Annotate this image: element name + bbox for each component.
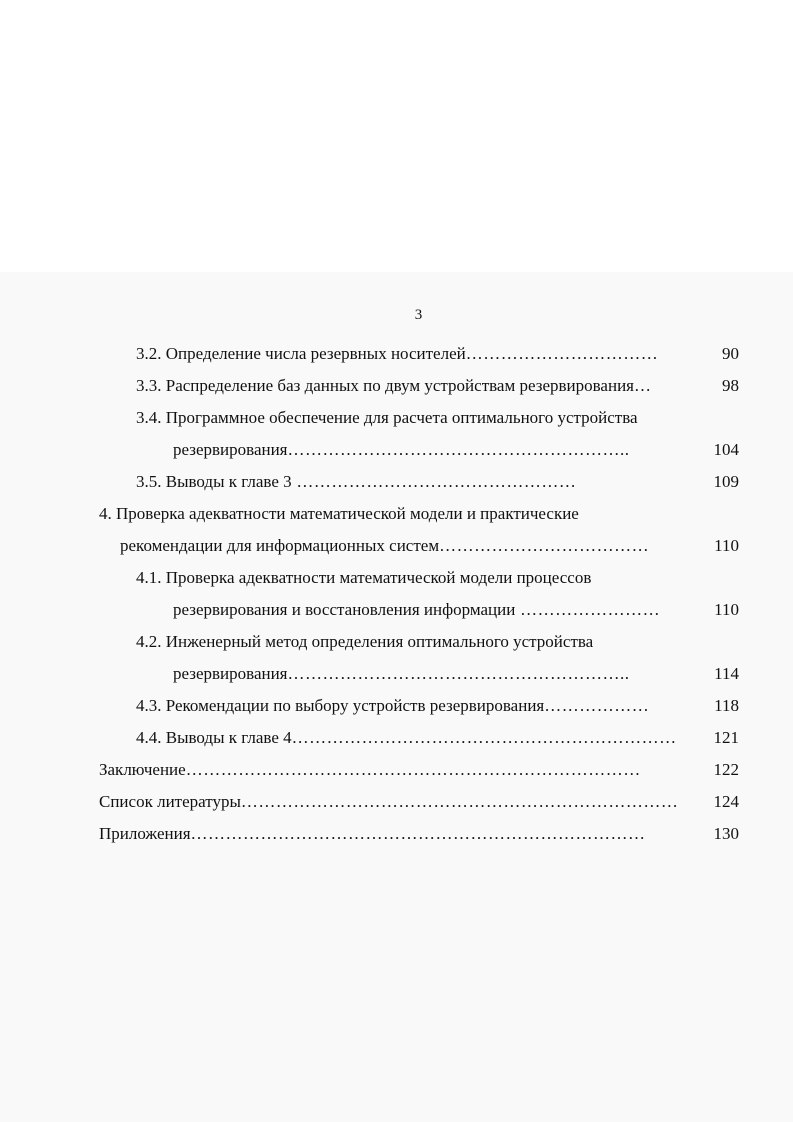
- toc-entry-title: 3.3. Распределение баз данных по двум устройствам резервирования: [136, 376, 634, 395]
- toc-entry-title: 4.3. Рекомендации по выбору устройств резервирования: [136, 696, 545, 715]
- toc-leader-dots: ……………………: [515, 600, 661, 619]
- toc-entry-page: 110: [714, 536, 739, 555]
- toc-entry-3-3[interactable]: [136, 374, 704, 398]
- toc-entry-appendices[interactable]: [99, 822, 704, 846]
- toc-entry-4-2[interactable]: [136, 630, 704, 654]
- toc-entry-title: 4.1. Проверка адекватности математической модели процессов: [136, 568, 592, 587]
- toc-entry-page: 118: [714, 696, 739, 715]
- toc-entry-title: рекомендации для информационных систем: [120, 536, 440, 555]
- toc-leader-dots: …………………………………………………………: [291, 728, 677, 747]
- toc-leader-dots: …………………………………………………………………: [240, 792, 679, 811]
- toc-entry-title: резервирования: [173, 440, 288, 459]
- toc-entry-page: 130: [713, 824, 739, 843]
- toc-entry-page: 104: [713, 440, 739, 459]
- toc-leader-dots: ……………………………………………………………………: [185, 760, 641, 779]
- toc-entry-page: 109: [713, 472, 739, 491]
- toc-leader-dots: ……………………………………………………………………: [190, 824, 646, 843]
- toc-entry-references[interactable]: [99, 790, 704, 814]
- toc-leader-dots: ………………………………: [439, 536, 650, 555]
- toc-entry-title: 4.2. Инженерный метод определения оптимального устройства: [136, 632, 594, 651]
- page-number: 3: [414, 307, 423, 323]
- toc-entry-page: 98: [722, 376, 739, 395]
- toc-entry-4[interactable]: [99, 502, 704, 526]
- toc-entry-3-4[interactable]: [136, 406, 704, 430]
- toc-entry-title: 4.4. Выводы к главе 4: [136, 728, 292, 747]
- toc-entry-page: 121: [713, 728, 739, 747]
- toc-entry-4-cont[interactable]: [120, 534, 704, 558]
- toc-entry-title: 4. Проверка адекватности математической модели и практические: [99, 504, 579, 523]
- toc-entry-page: 114: [714, 664, 739, 683]
- toc-entry-title: 3.2. Определение числа резервных носителей: [136, 344, 466, 363]
- toc-entry-4-4[interactable]: [136, 726, 704, 750]
- toc-entry-4-1-cont[interactable]: [173, 598, 704, 622]
- toc-entry-title: Заключение: [99, 760, 186, 779]
- toc-entry-4-1[interactable]: [136, 566, 704, 590]
- toc-entry-page: 122: [713, 760, 739, 779]
- toc-leader-dots: ………………: [544, 696, 650, 715]
- toc-entry-page: 110: [714, 600, 739, 619]
- toc-entry-title: Приложения: [99, 824, 191, 843]
- toc-entry-4-2-cont[interactable]: [173, 662, 704, 686]
- toc-leader-dots: …: [634, 376, 652, 395]
- toc-entry-title: Список литературы: [99, 792, 241, 811]
- toc-entry-title: 3.5. Выводы к главе 3: [136, 472, 292, 491]
- toc-entry-3-4-cont[interactable]: [173, 438, 704, 462]
- toc-entry-title: 3.4. Программное обеспечение для расчета оптимального устройства: [136, 408, 638, 427]
- toc-leader-dots: …………………………………………………..: [287, 664, 630, 683]
- toc-entry-page: 90: [722, 344, 739, 363]
- toc-leader-dots: …………………………………………: [291, 472, 577, 491]
- toc-leader-dots: ……………………………: [465, 344, 659, 363]
- toc-entry-conclusion[interactable]: [99, 758, 704, 782]
- toc-entry-title: резервирования: [173, 664, 288, 683]
- toc-entry-3-2[interactable]: [136, 342, 704, 366]
- toc-entry-4-3[interactable]: [136, 694, 704, 718]
- toc-entry-page: 124: [713, 792, 739, 811]
- toc-entry-3-5[interactable]: [136, 470, 704, 494]
- toc-entry-title: резервирования и восстановления информации: [173, 600, 516, 619]
- toc-leader-dots: …………………………………………………..: [287, 440, 630, 459]
